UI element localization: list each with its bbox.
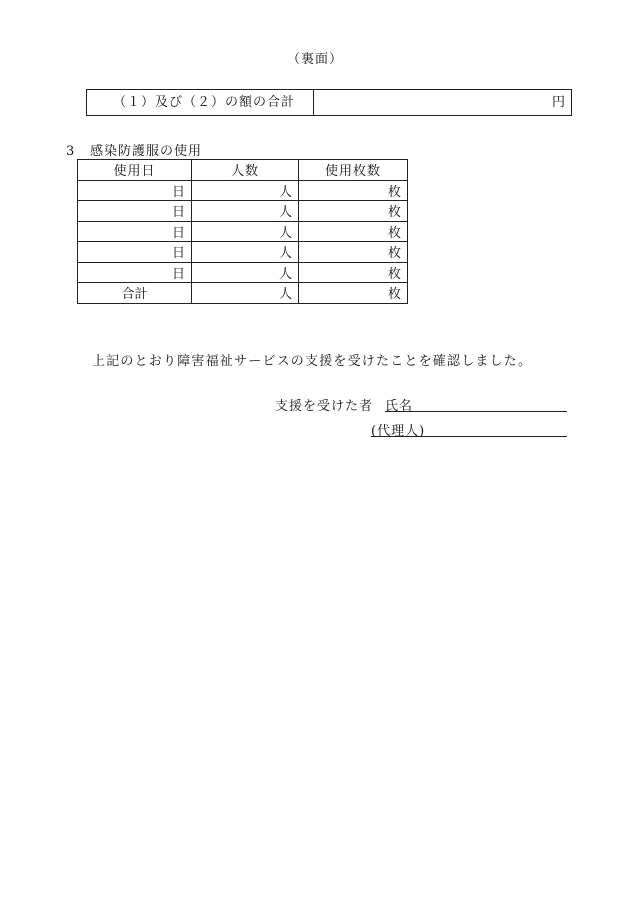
total-people-cell[interactable]: 人	[192, 283, 299, 304]
people-cell[interactable]: 人	[192, 221, 299, 242]
total-amount-field[interactable]: 円	[551, 95, 565, 110]
total-amount-table	[86, 89, 572, 116]
section-title: 感染防護服の使用	[90, 144, 203, 159]
table-header-row	[78, 160, 408, 181]
section-number: 3	[66, 144, 76, 159]
protective-suit-usage-table	[77, 159, 408, 304]
total-amount-label: （１）及び（２）の額の合計	[87, 90, 314, 115]
table-row	[78, 262, 408, 283]
day-cell[interactable]: 日	[78, 221, 192, 242]
name-label: 氏名	[385, 399, 414, 414]
table-row	[78, 180, 408, 201]
recipient-label: 支援を受けた者	[275, 399, 374, 414]
people-cell[interactable]: 人	[192, 262, 299, 283]
table-row	[78, 242, 408, 263]
count-cell[interactable]: 枚	[299, 180, 408, 201]
confirmation-statement: 上記のとおり障害福祉サービスの支援を受けたことを確認しました。	[92, 354, 533, 369]
count-cell[interactable]: 枚	[299, 262, 408, 283]
day-cell[interactable]: 日	[78, 242, 192, 263]
total-count-cell[interactable]: 枚	[299, 283, 408, 304]
people-cell[interactable]: 人	[192, 201, 299, 222]
total-label-cell: 合計	[78, 283, 192, 304]
section-3-heading	[66, 140, 202, 159]
agent-label: (代理人)	[371, 424, 426, 439]
people-cell[interactable]: 人	[192, 180, 299, 201]
agent-field[interactable]	[371, 420, 567, 437]
table-row	[78, 221, 408, 242]
header-people: 人数	[192, 160, 299, 181]
header-usage-date: 使用日	[78, 160, 192, 181]
header-usage-count: 使用枚数	[299, 160, 408, 181]
table-row	[78, 201, 408, 222]
count-cell[interactable]: 枚	[299, 201, 408, 222]
people-cell[interactable]: 人	[192, 242, 299, 263]
day-cell[interactable]: 日	[78, 262, 192, 283]
count-cell[interactable]: 枚	[299, 221, 408, 242]
count-cell[interactable]: 枚	[299, 242, 408, 263]
page-title: （裏面）	[286, 52, 343, 67]
day-cell[interactable]: 日	[78, 201, 192, 222]
day-cell[interactable]: 日	[78, 180, 192, 201]
name-field[interactable]	[385, 395, 567, 412]
table-total-row	[78, 283, 408, 304]
